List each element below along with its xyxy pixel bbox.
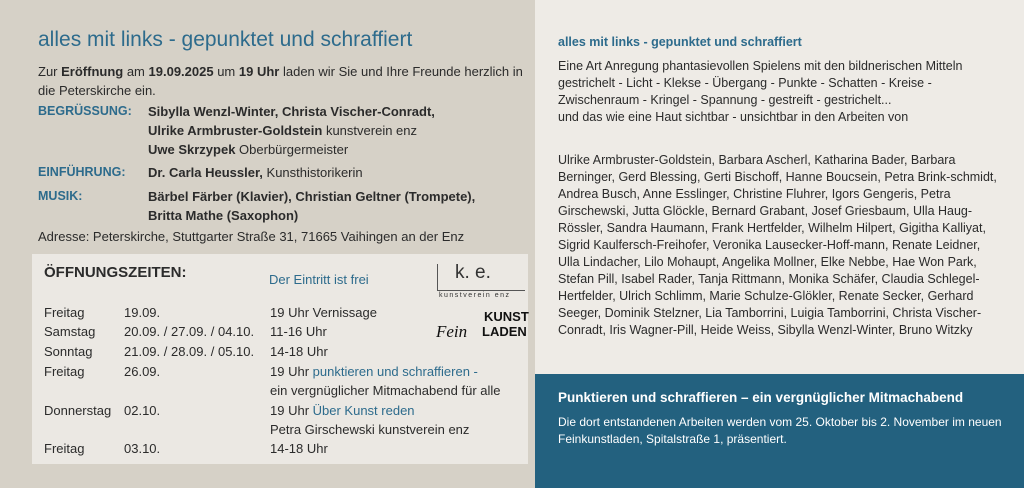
time: 19 Uhr [270, 403, 313, 418]
speaker-role: kunstverein enz [322, 123, 418, 138]
event-detail: ein vergnüglicher Mitmachabend für alle [270, 383, 501, 398]
speaker-name: Uwe Skrzypek [148, 142, 236, 157]
free-entry-note: Der Eintritt ist frei [269, 272, 369, 287]
day: Donnerstag [44, 403, 112, 418]
date: 02.10. [124, 403, 161, 418]
page-title: alles mit links - gepunktet und schraffiert [38, 28, 413, 51]
event-title: Über Kunst reden [312, 403, 415, 418]
time: 14-18 Uhr [270, 344, 328, 359]
musik-label: MUSIK: [38, 189, 83, 203]
panel-description [558, 58, 998, 126]
day: Freitag [44, 364, 85, 379]
event-title: punktieren und schraffieren - [312, 364, 478, 379]
intro-part: um [213, 64, 239, 79]
einfuehrung-label: EINFÜHRUNG: [38, 165, 126, 179]
artists-list: Ulrike Armbruster-Goldstein, Barbara Ascherl, Katharina Bader, Barbara Berninger, Gerd Blessing, Gerti Bischoff, Hanne Boucsein, Petra Brink-schmidt, Andrea Busch, Anne Esslinger, Christine Fluhrer, Igors Gengeris, Petra Girschewski, Jutta Glöckle, Bernard Grabant, Josef Griesbaum, Ulla Haug-Rössler, Sandra Haumann, Frank Hertfelder, Wilhelm Hilpert, Gigitha Kalliyat, Sigrid Kaulfersch-Freihofer, Veronika Lausecker-Hoff-mann, Renate Leidner, Ulla Lindacher, Lilo Mohaupt, Angelika Mollner, Elke Nebbe, Hae Won Park, Stefan Pill, Isabel Rader, Tanja Rittmann, Monika Schäfer, Claudia Schlegel-Hertfelder, Ulrich Schlimm, Marie Schulze-Glökler, Renate Secker, Gerhard Seeger, Dominik Stelzner, Lia Tamborrini, Luigia Tamborrini, Christa Vischer-Conradt, Iris Wagner-Pill, Heide Weiss, Sibylla Wenzl-Winter, Bruno Witzky [558, 153, 997, 337]
speaker-name: Dr. Carla Heussler, [148, 165, 263, 180]
logo-laden: LADEN [482, 324, 527, 339]
time: 19 Uhr [270, 364, 313, 379]
day: Sonntag [44, 344, 93, 359]
time: 19 Uhr Vernissage [270, 305, 377, 320]
day: Freitag [44, 441, 85, 456]
workshop-title: Punktieren und schraffieren – ein vergnüglicher Mitmachabend [558, 390, 964, 405]
day: Freitag [44, 305, 85, 320]
opening-hours-box [32, 254, 528, 464]
speaker-role: Oberbürgermeister [235, 142, 349, 157]
day: Samstag [44, 324, 96, 339]
description-line: gestrichelt - Licht - Klekse - Übergang - Punkte - Schatten - Kreise - Zwischenraum - Kringel - Spannung - gestreift - gestrichelt... [558, 76, 932, 107]
musicians-line: Britta Mathe (Saxophon) [148, 208, 299, 223]
description-panel [535, 0, 1024, 374]
begruessung-label: BEGRÜSSUNG: [38, 104, 132, 118]
event-detail: Petra Girschewski kunstverein enz [270, 422, 470, 437]
speakers-line: Sibylla Wenzl-Winter, Christa Vischer-Conradt, [148, 104, 435, 119]
intro-bold: Eröffnung [61, 64, 124, 79]
intro-part: am [123, 64, 149, 79]
workshop-text: Die dort entstandenen Arbeiten werden vom 25. Oktober bis 2. November im neuen Feinkunstladen, Spitalstraße 1, präsentiert. [558, 415, 1002, 446]
begruessung-value [148, 102, 533, 159]
intro-text [38, 62, 523, 100]
description-line: Eine Art Anregung phantasievollen Spielens mit den bildnerischen Mitteln [558, 59, 963, 73]
description-line: und das wie eine Haut sichtbar - unsichtbar in den Arbeiten von [558, 110, 909, 124]
panel-title: alles mit links - gepunktet und schraffiert [558, 35, 802, 49]
intro-time: 19 Uhr [238, 64, 280, 79]
einfuehrung-value [148, 163, 533, 182]
date: 21.09. / 28.09. / 05.10. [124, 344, 255, 359]
logo-kunst: KUNST [484, 309, 529, 324]
time: 14-18 Uhr [270, 441, 328, 456]
date: 03.10. [124, 441, 161, 456]
musik-value [148, 187, 533, 225]
musicians-line: Bärbel Färber (Klavier), Christian Geltner (Trompete), [148, 189, 476, 204]
speaker-role: Kunsthistorikerin [262, 165, 363, 180]
speaker-name: Ulrike Armbruster-Goldstein [148, 123, 323, 138]
logo-ke-sub: kunstverein enz [439, 292, 511, 299]
time: 11-16 Uhr [270, 324, 327, 339]
workshop-box [535, 374, 1024, 488]
logo-fein: Fein [436, 322, 468, 341]
intro-date: 19.09.2025 [148, 64, 214, 79]
kunstverein-logo [437, 264, 527, 304]
feinkunstladen-logo [434, 310, 530, 346]
date: 20.09. / 27.09. / 04.10. [124, 324, 255, 339]
opening-hours-title: ÖFFNUNGSZEITEN: [44, 264, 187, 281]
logo-ke-text: k. e. [455, 262, 491, 283]
intro-part: Zur [38, 64, 62, 79]
address: Adresse: Peterskirche, Stuttgarter Straße 31, 71665 Vaihingen an der Enz [38, 229, 465, 244]
intro-part: laden wir Sie und Ihre Freunde herzlich in die Peterskirche ein. [38, 64, 523, 98]
date: 26.09. [124, 364, 161, 379]
date: 19.09. [124, 305, 161, 320]
